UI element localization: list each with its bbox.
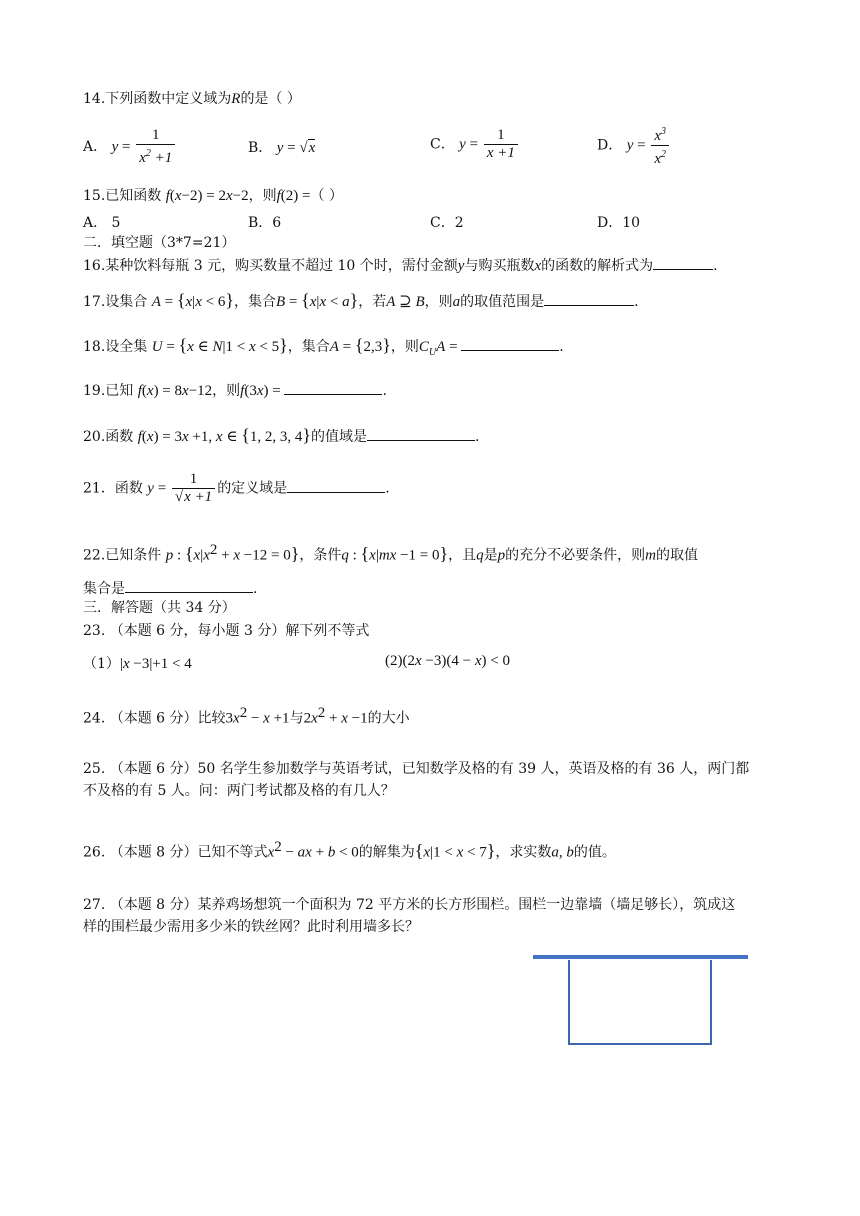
- section-2-title: 二．填空题（3*7=21）: [83, 235, 236, 251]
- wall-line: [533, 955, 748, 959]
- q15-option-d: D．10: [597, 215, 641, 231]
- q14-option-b: B． y = √x: [248, 140, 316, 156]
- q17: 17.设集合 A = {x|x < 6}，集合B = {x|x < a}，若A ⊇ B，则a的取值范围是 .: [83, 290, 639, 310]
- q22-line-2: 集合是 .: [83, 578, 257, 599]
- q20: 20.函数 f(x) = 3x +1, x ∈ {1, 2, 3, 4}的值域是 .: [83, 425, 480, 445]
- q19: 19.已知 f(x) = 8x−12，则f(3x) = .: [83, 380, 387, 401]
- q26: 26. （本题 8 分）已知不等式$x^2$ − ax + b < 0的解集为{x|1 < x < 7}，求实数a, b的值。: [83, 839, 616, 861]
- q27-line-1: 27. （本题 8 分）某养鸡场想筑一个面积为 72 平方米的长方形围栏。围栏一边靠墙（墙足够长），筑成这: [83, 897, 736, 913]
- q15-option-c: C．2: [430, 215, 464, 231]
- section-3-title: 三．解答题（共 34 分）: [83, 600, 236, 616]
- q23-part-2: (2)(2x −3)(4 − x) < 0: [385, 653, 510, 669]
- q14-stem: 14.下列函数中定义域为R的是（ ）: [83, 91, 301, 107]
- q18: 18.设全集 U = {x ∈ N|1 < x < 5}，集合A = {2,3}，则$C_UA$ = .: [83, 335, 564, 358]
- q15-stem: 15.已知函数 f(x−2) = 2x−2，则f(2) =（ ）: [83, 188, 343, 204]
- q27-line-2: 样的围栏最少需用多少米的铁丝网？此时利用墙多长？: [83, 919, 419, 935]
- q15-option-a: A． 5: [83, 215, 121, 231]
- q22-line-1: 22.已知条件 p : $\{x|x^2 + x -12 = 0\}$，条件q : {x|mx −1 = 0}，且q是p的充分不必要条件，则m的取值: [83, 542, 698, 564]
- q23-stem: 23. （本题 6 分，每小题 3 分）解下列不等式: [83, 623, 370, 639]
- q21: 21．函数 y = $\frac{1}{√x +1}$ 的定义域是 .: [83, 471, 390, 505]
- q25-line-2: 不及格的有 5 人。问：两门考试都及格的有几人？: [83, 783, 395, 799]
- q23-part-1: （1）|x −3|+1 < 4: [83, 656, 192, 672]
- q15-option-b: B．6: [248, 215, 282, 231]
- fence-rectangle: [568, 960, 712, 1045]
- q24: 24. （本题 6 分）比较$3x^2 - x +1$与$2x^2 + x -1$的大小: [83, 705, 410, 727]
- q14-option-a: A． y = $\frac{1}{x^2 +1}$: [83, 127, 177, 167]
- q16: 16.某种饮料每瓶 3 元，购买数量不超过 10 个时，需付金额y与购买瓶数x的函数的解析式为 .: [83, 255, 718, 276]
- q25-line-1: 25. （本题 6 分）50 名学生参加数学与英语考试，已知数学及格的有 39 人，英语及格的有 36 人，两门都: [83, 761, 750, 777]
- q14-option-d: D． y = $\frac{x^3}{x^2}$: [597, 123, 671, 168]
- q14-option-c: C． y = $\frac{1}{x +1}$: [430, 127, 520, 162]
